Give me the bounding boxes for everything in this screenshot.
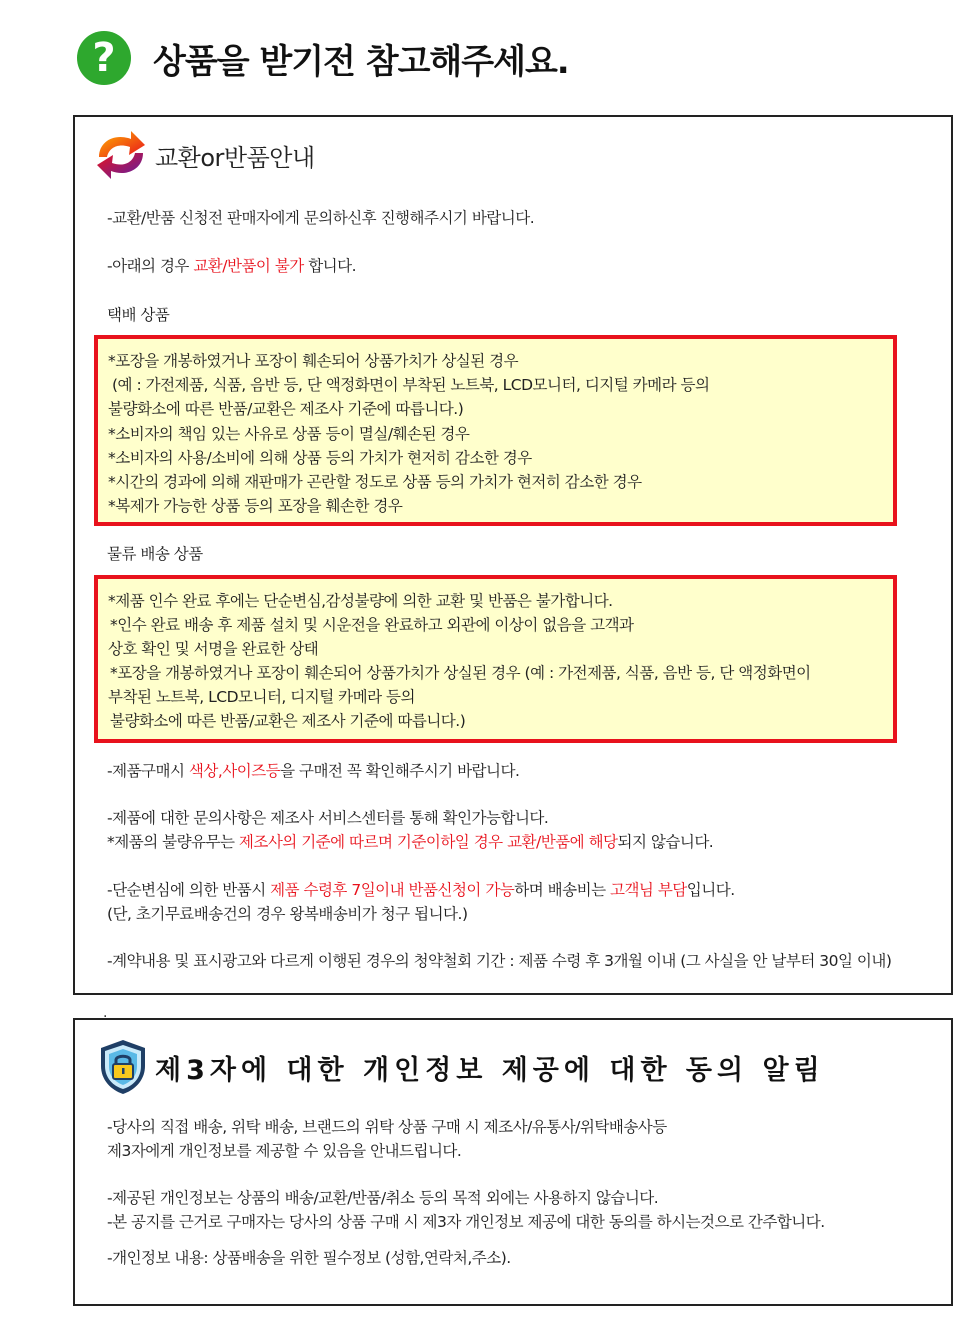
privacy-notice-line: 제3자에게 개인정보를 제공할 수 있음을 안내드립니다. xyxy=(107,1142,462,1160)
privacy-notice-line: -개인정보 내용: 상품배송을 위한 필수정보 (성함,연락처,주소). xyxy=(107,1249,511,1267)
page-header xyxy=(77,30,569,86)
parcel-condition: *포장을 개봉하였거나 포장이 훼손되어 상품가치가 상실된 경우 xyxy=(108,352,519,370)
privacy-notice-line: -당사의 직접 배송, 위탁 배송, 브랜드의 위탁 상품 구매 시 제조사/유통사/위탁배송사등 xyxy=(107,1118,667,1136)
exchange-section-header xyxy=(93,127,315,183)
parcel-label: 택배 상품 xyxy=(107,306,170,324)
service-center-note: -제품에 대한 문의사항은 제조사 서비스센터를 통해 확인가능합니다. xyxy=(107,809,549,827)
privacy-notice-line: -본 공지를 근거로 구매자는 당사의 상품 구매 시 제3자 개인정보 제공에 대한 동의를 하시는것으로 간주합니다. xyxy=(107,1213,825,1231)
exchange-not-allowed-line: -아래의 경우 교환/반품이 불가 합니다. xyxy=(107,257,357,275)
parcel-condition: *복제가 가능한 상품 등의 포장을 훼손한 경우 xyxy=(108,497,403,515)
exchange-arrows-icon xyxy=(93,127,149,183)
privacy-section xyxy=(73,1018,953,1306)
logistics-label: 물류 배송 상품 xyxy=(107,545,203,563)
logistics-condition: 부착된 노트북, LCD모니터, 디지털 카메라 등의 xyxy=(108,688,415,706)
parcel-condition: *소비자의 책임 있는 사유로 상품 등이 멸실/훼손된 경우 xyxy=(108,425,470,443)
logistics-condition: 불량화소에 따른 반품/교환은 제조사 기준에 따릅니다.) xyxy=(110,712,466,730)
parcel-conditions-box xyxy=(94,335,897,526)
shipping-fee-note: (단, 초기무료배송건의 경우 왕복배송비가 청구 됩니다.) xyxy=(107,905,468,923)
parcel-condition: (예 : 가전제품, 식품, 음반 등, 단 액정화면이 부착된 노트북, LCD모니터, 디지털 카메라 등의 xyxy=(112,376,710,394)
parcel-condition: *소비자의 사용/소비에 의해 상품 등의 가치가 현저히 감소한 경우 xyxy=(108,449,532,467)
separator-dot: . xyxy=(103,1005,108,1021)
logistics-conditions-box xyxy=(94,575,897,743)
privacy-notice-line: -제공된 개인정보는 상품의 배송/교환/반품/취소 등의 목적 외에는 사용하지 않습니다. xyxy=(107,1189,659,1207)
question-icon: ? xyxy=(77,31,131,85)
page-title: 상품을 받기전 참고해주세요. xyxy=(153,41,569,82)
withdrawal-period-note: -계약내용 및 표시광고와 다르게 이행된 경우의 청약철회 기간 : 제품 수령 후 3개월 이내 (그 사실을 안 날부터 30일 이내) xyxy=(107,952,892,970)
exchange-inquiry-line: -교환/반품 신청전 판매자에게 문의하신후 진행해주시기 바랍니다. xyxy=(107,209,535,227)
shield-lock-icon xyxy=(97,1038,149,1096)
privacy-section-title: 제3자에 대한 개인정보 제공에 대한 동의 알림 xyxy=(155,1054,825,1086)
logistics-condition: 상호 확인 및 서명을 완료한 상태 xyxy=(108,640,319,658)
parcel-condition: *시간의 경과에 의해 재판매가 곤란할 정도로 상품 등의 가치가 현저히 감소한 경우 xyxy=(108,473,642,491)
privacy-section-header xyxy=(97,1038,825,1096)
exchange-return-section xyxy=(73,115,953,995)
color-size-note: -제품구매시 색상,사이즈등을 구매전 꼭 확인해주시기 바랍니다. xyxy=(107,762,520,780)
logistics-condition: *제품 인수 완료 후에는 단순변심,감성불량에 의한 교환 및 반품은 불가합니다. xyxy=(108,592,613,610)
exchange-section-title: 교환or반품안내 xyxy=(155,143,315,172)
logistics-condition: *인수 완료 배송 후 제품 설치 및 시운전을 완료하고 외관에 이상이 없음을 고객과 xyxy=(110,616,634,634)
change-of-mind-note: -단순변심에 의한 반품시 제품 수령후 7일이내 반품신청이 가능하며 배송비는 고객님 부담입니다. xyxy=(107,881,735,899)
parcel-condition: 불량화소에 따른 반품/교환은 제조사 기준에 따릅니다.) xyxy=(108,400,464,418)
defect-note: *제품의 불량유무는 제조사의 기준에 따르며 기준이하일 경우 교환/반품에 해당되지 않습니다. xyxy=(107,833,714,851)
logistics-condition: *포장을 개봉하였거나 포장이 훼손되어 상품가치가 상실된 경우 (예 : 가전제품, 식품, 음반 등, 단 액정화면이 xyxy=(110,664,811,682)
